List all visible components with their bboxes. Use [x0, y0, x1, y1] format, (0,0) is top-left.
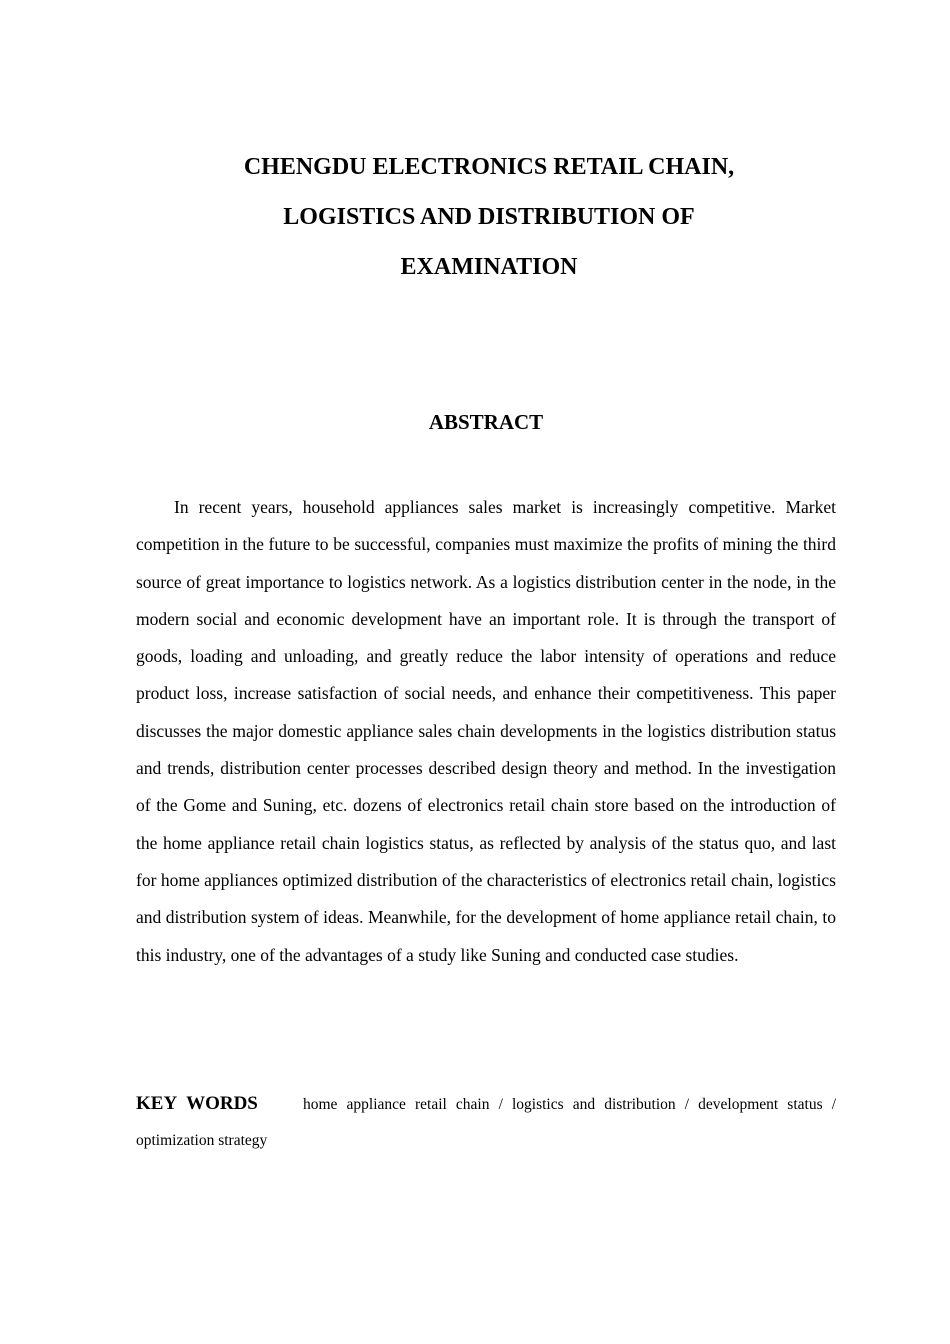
paper-title — [136, 142, 842, 292]
title-line-3: EXAMINATION — [400, 254, 578, 280]
keywords-section — [136, 1086, 836, 1159]
keywords-text: home appliance retail chain / logistics and distribution / development status / optimization strategy — [136, 1096, 837, 1149]
title-line-1: CHENGDU ELECTRONICS RETAIL CHAIN, — [243, 154, 735, 180]
abstract-body: In recent years, household appliances sales market is increasingly competitive. Market competition in the future to be successful, companies must maximize the profits of mining the third source of great importance to logistics network. As a logistics distribution center in the node, in the modern social and economic development have an important role. It is through the transport of goods, loading and unloading, and greatly reduce the labor intensity of operations and reduce product loss, increase satisfaction of social needs, and enhance their competitiveness. This paper discusses the major domestic appliance sales chain developments in the logistics distribution status and trends, distribution center processes described design theory and method. In the investigation of the Gome and Suning, etc. dozens of electronics retail chain store based on the introduction of the home appliance retail chain logistics status, as reflected by analysis of the status quo, and last for home appliances optimized distribution of the characteristics of electronics retail chain, logistics and distribution system of ideas. Meanwhile, for the development of home appliance retail chain, to this industry, one of the advantages of a study like Suning and conducted case studies. — [136, 497, 836, 965]
keywords-label: KEY WORDS — [136, 1093, 258, 1114]
title-line-2: LOGISTICS AND DISTRIBUTION OF — [283, 204, 695, 230]
abstract-heading: ABSTRACT — [428, 410, 544, 434]
